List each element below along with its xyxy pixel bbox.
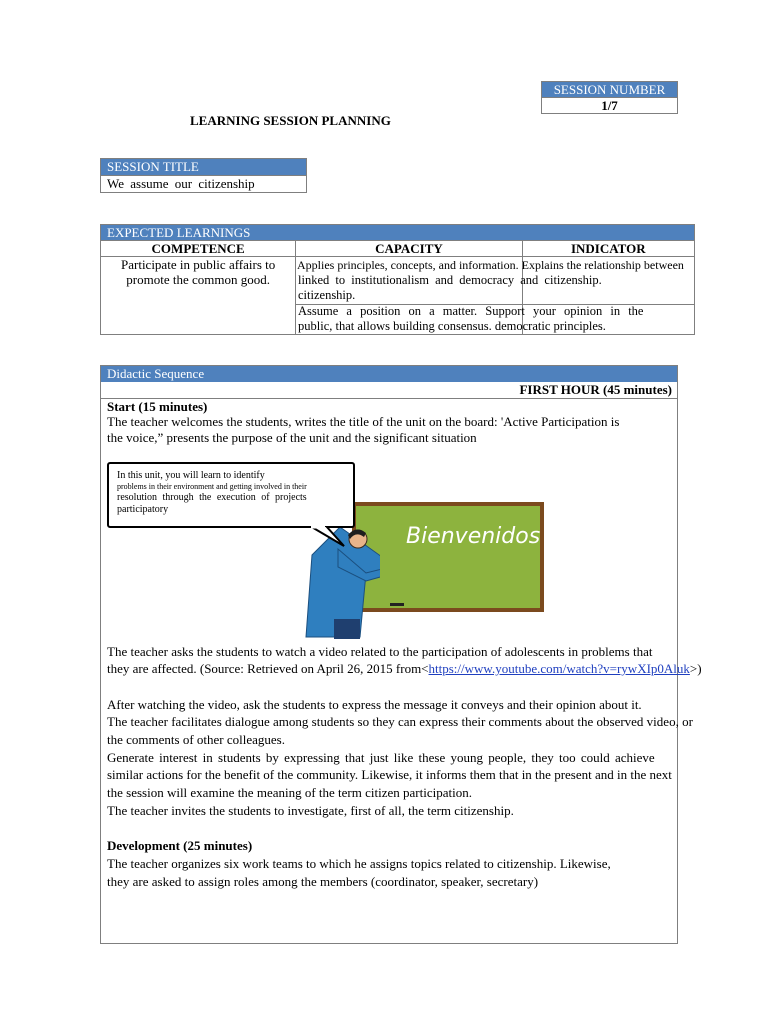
column-indicator: INDICATOR xyxy=(522,241,694,257)
bubble-line: problems in their environment and getting involved in their xyxy=(117,482,307,491)
video-source-end: >) xyxy=(689,661,702,676)
development-title: Development (25 minutes) xyxy=(107,838,253,853)
competence-line: promote the common good. xyxy=(126,272,270,287)
after-paragraph-line: The teacher invites the students to investigate, first of all, the term citizenship. xyxy=(107,803,514,818)
competence-cell xyxy=(101,257,296,335)
learning-line: linked to institutionalism and democracy and citizenship. xyxy=(298,273,602,287)
session-number-header: SESSION NUMBER xyxy=(542,82,678,98)
chalkboard-text: Bienvenidos xyxy=(406,524,541,549)
after-paragraph-line: similar actions for the benefit of the community. Likewise, it informs them that in the present and in the next xyxy=(107,767,672,782)
start-paragraph-line: The teacher welcomes the students, writes the title of the unit on the board: 'Active Participation is xyxy=(107,414,620,429)
learning-line: Applies principles, concepts, and information. Explains the relationship between xyxy=(297,258,684,272)
session-number-value: 1/7 xyxy=(542,98,678,114)
learning-line: public, that allows building consensus. democratic principles. xyxy=(298,319,606,333)
start-paragraph-line: the voice,” presents the purpose of the unit and the significant situation xyxy=(107,430,477,445)
after-paragraph-line: the comments of other colleagues. xyxy=(107,732,285,747)
bubble-line: In this unit, you will learn to identify xyxy=(117,470,265,481)
expected-learnings-header: EXPECTED LEARNINGS xyxy=(101,225,695,241)
learning-line: Assume a position on a matter. Support your opinion in the xyxy=(298,304,644,318)
after-paragraph-line: Generate interest in students by expressing that just like these young people, they too could achieve xyxy=(107,750,655,765)
bubble-line: participatory xyxy=(117,504,169,515)
video-paragraph-line: The teacher asks the students to watch a video related to the participation of adolescents in problems that xyxy=(107,644,653,659)
chalk-eraser xyxy=(390,603,404,606)
learning-line: citizenship. xyxy=(298,288,356,302)
bubble-tail-icon xyxy=(300,526,350,548)
start-title: Start (15 minutes) xyxy=(107,399,208,414)
after-paragraph-line: The teacher facilitates dialogue among students so they can express their comments about the observed video, or xyxy=(107,714,693,729)
video-link[interactable]: https://www.youtube.com/watch?v=rywXIp0Aluk xyxy=(428,661,690,676)
column-capacity: CAPACITY xyxy=(296,241,522,257)
development-paragraph-line: they are asked to assign roles among the members (coordinator, speaker, secretary) xyxy=(107,874,539,889)
session-number-box xyxy=(541,81,678,114)
first-hour-label: FIRST HOUR (45 minutes) xyxy=(101,382,677,399)
session-title-header: SESSION TITLE xyxy=(101,159,307,176)
development-paragraph-line: The teacher organizes six work teams to which he assigns topics related to citizenship. Likewise, xyxy=(107,856,611,871)
speech-bubble xyxy=(107,462,355,528)
didactic-sequence-header: Didactic Sequence xyxy=(101,366,677,382)
video-source-text: they are affected. (Source: Retrieved on April 26, 2015 from< xyxy=(107,661,429,676)
after-paragraph-line: After watching the video, ask the students to express the message it conveys and their opinion about it. xyxy=(107,697,642,712)
session-title-box xyxy=(100,158,307,193)
bubble-line: resolution through the execution of projects xyxy=(117,492,307,503)
video-paragraph-line xyxy=(107,660,702,677)
session-title-value: We assume our citizenship xyxy=(101,176,307,193)
page-title: LEARNING SESSION PLANNING xyxy=(190,113,391,128)
competence-line: Participate in public affairs to xyxy=(121,257,276,272)
column-competence: COMPETENCE xyxy=(101,241,296,257)
after-paragraph-line: the session will examine the meaning of the term citizen participation. xyxy=(107,785,472,800)
chalkboard-illustration xyxy=(352,502,544,612)
